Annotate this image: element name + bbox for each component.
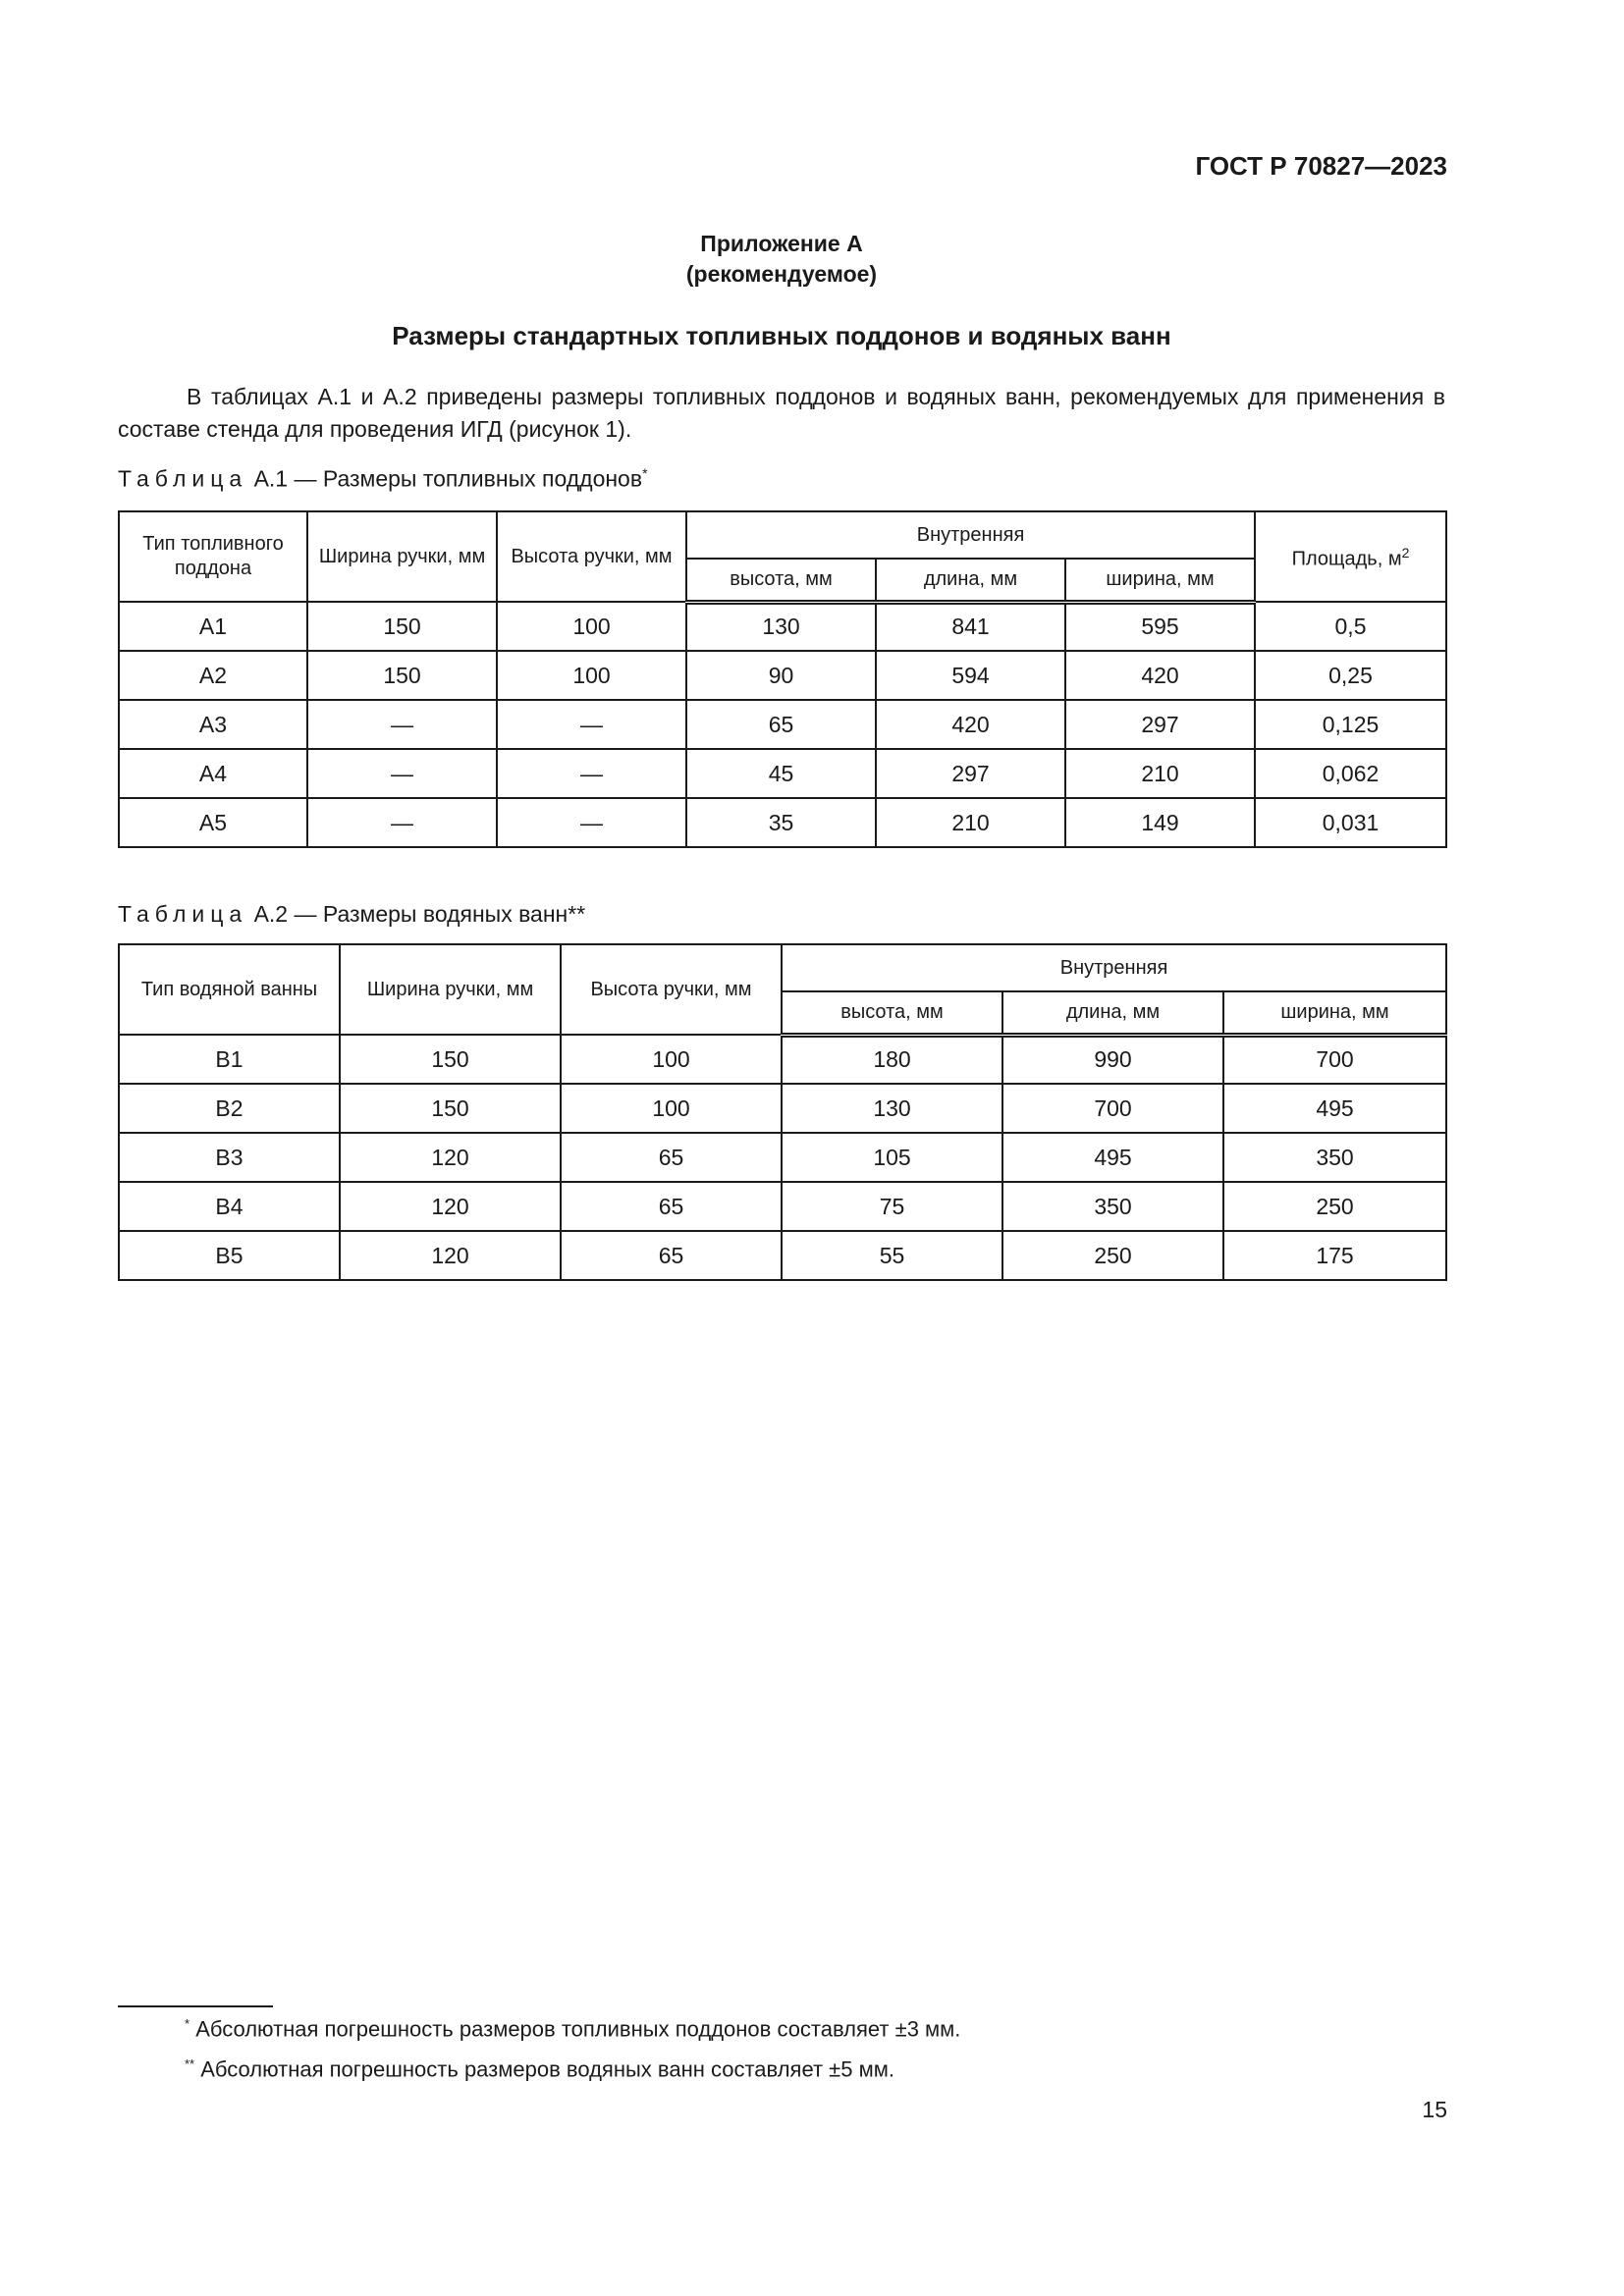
table-row bbox=[119, 798, 1446, 847]
table-cell: 495 bbox=[1002, 1133, 1223, 1182]
table-cell: В1 bbox=[119, 1035, 340, 1084]
annex-title: Приложение А bbox=[700, 231, 863, 256]
table-cell: 0,125 bbox=[1255, 700, 1446, 749]
table-row bbox=[119, 602, 1446, 651]
table-cell: 130 bbox=[686, 602, 876, 651]
table1-header-area bbox=[1255, 511, 1446, 602]
table2-header-inner-length: длина, мм bbox=[1002, 991, 1223, 1035]
table-cell: 55 bbox=[782, 1231, 1002, 1280]
table1-header-inner-width: ширина, мм bbox=[1065, 559, 1255, 602]
table-cell: 210 bbox=[876, 798, 1065, 847]
table-cell: 35 bbox=[686, 798, 876, 847]
table-cell: 120 bbox=[340, 1133, 561, 1182]
table-cell: — bbox=[307, 798, 497, 847]
intro-paragraph bbox=[118, 381, 1445, 446]
table-cell: 0,031 bbox=[1255, 798, 1446, 847]
table-cell: 120 bbox=[340, 1231, 561, 1280]
table1-caption-lead: Таблица bbox=[118, 465, 248, 492]
footnote-water-baths bbox=[185, 2056, 894, 2082]
table1-header-type: Тип топливного поддона bbox=[119, 511, 307, 602]
table1-header-row bbox=[119, 511, 1446, 559]
table2-caption-lead: Таблица bbox=[118, 901, 248, 927]
table-cell: 105 bbox=[782, 1133, 1002, 1182]
table-cell: 594 bbox=[876, 651, 1065, 700]
table1-header-handle-height: Высота ручки, мм bbox=[497, 511, 686, 602]
table-cell: 0,5 bbox=[1255, 602, 1446, 651]
table-fuel-trays bbox=[118, 510, 1447, 848]
table-cell: 75 bbox=[782, 1182, 1002, 1231]
table2-header-inner-height: высота, мм bbox=[782, 991, 1002, 1035]
table-cell: — bbox=[307, 700, 497, 749]
table1-header-area-label: Площадь, м bbox=[1291, 548, 1402, 570]
footnote-mark: * bbox=[185, 2016, 190, 2031]
table-row bbox=[119, 1182, 1446, 1231]
table-row bbox=[119, 1035, 1446, 1084]
table1-header-inner-length: длина, мм bbox=[876, 559, 1065, 602]
table-cell: 65 bbox=[561, 1231, 782, 1280]
table-cell: — bbox=[497, 700, 686, 749]
table-cell: 120 bbox=[340, 1182, 561, 1231]
table-cell: 841 bbox=[876, 602, 1065, 651]
table-cell: В3 bbox=[119, 1133, 340, 1182]
table-cell: 700 bbox=[1223, 1035, 1446, 1084]
table2-header-handle-width: Ширина ручки, мм bbox=[340, 944, 561, 1035]
table1-header-handle-width: Ширина ручки, мм bbox=[307, 511, 497, 602]
table-cell: А5 bbox=[119, 798, 307, 847]
annex-status: (рекомендуемое) bbox=[685, 261, 878, 287]
page-number: 15 bbox=[1422, 2097, 1447, 2122]
table-water-baths bbox=[118, 943, 1447, 1281]
section-title: Размеры стандартных топливных поддонов и водяных ванн bbox=[392, 321, 1171, 350]
table-cell: 990 bbox=[1002, 1035, 1223, 1084]
table-cell: 175 bbox=[1223, 1231, 1446, 1280]
table2-header-inner: Внутренняя bbox=[782, 944, 1446, 991]
table1-header-inner: Внутренняя bbox=[686, 511, 1255, 559]
table-cell: 100 bbox=[561, 1084, 782, 1133]
standard-number: ГОСТ Р 70827—2023 bbox=[1195, 151, 1447, 181]
table-cell: 350 bbox=[1002, 1182, 1223, 1231]
table1-caption-mark: * bbox=[642, 465, 648, 481]
table-cell: В4 bbox=[119, 1182, 340, 1231]
table-cell: — bbox=[497, 798, 686, 847]
footnote-text: Абсолютная погрешность размеров водяных ванн составляет ±5 мм. bbox=[200, 2056, 894, 2082]
table-cell: 150 bbox=[307, 602, 497, 651]
table-cell: 150 bbox=[340, 1084, 561, 1133]
table-cell: 149 bbox=[1065, 798, 1255, 847]
table2-header-handle-height: Высота ручки, мм bbox=[561, 944, 782, 1035]
table1-header-inner-height: высота, мм bbox=[686, 559, 876, 602]
table2-header-type: Тип водяной ванны bbox=[119, 944, 340, 1035]
table-cell: 297 bbox=[876, 749, 1065, 798]
table-row bbox=[119, 651, 1446, 700]
table-cell: 250 bbox=[1002, 1231, 1223, 1280]
footnote-fuel-trays bbox=[185, 2016, 960, 2042]
table-cell: В5 bbox=[119, 1231, 340, 1280]
table-row bbox=[119, 1231, 1446, 1280]
table-row bbox=[119, 749, 1446, 798]
table-cell: 350 bbox=[1223, 1133, 1446, 1182]
table-cell: 0,25 bbox=[1255, 651, 1446, 700]
table-cell: 65 bbox=[686, 700, 876, 749]
table-cell: В2 bbox=[119, 1084, 340, 1133]
table-cell: 65 bbox=[561, 1182, 782, 1231]
table-cell: 210 bbox=[1065, 749, 1255, 798]
table-cell: 180 bbox=[782, 1035, 1002, 1084]
table-cell: 250 bbox=[1223, 1182, 1446, 1231]
table-row bbox=[119, 700, 1446, 749]
table2-caption-text: А.2 — Размеры водяных ванн** bbox=[253, 901, 586, 927]
annex-heading bbox=[118, 229, 1445, 290]
table2-header-row bbox=[119, 944, 1446, 991]
footnote-separator bbox=[118, 2005, 273, 2007]
table-cell: — bbox=[307, 749, 497, 798]
table-cell: — bbox=[497, 749, 686, 798]
table-cell: 420 bbox=[1065, 651, 1255, 700]
table-cell: 100 bbox=[497, 651, 686, 700]
table2-header-inner-width: ширина, мм bbox=[1223, 991, 1446, 1035]
table-cell: 130 bbox=[782, 1084, 1002, 1133]
table-cell: А4 bbox=[119, 749, 307, 798]
table-cell: 90 bbox=[686, 651, 876, 700]
footnote-text: Абсолютная погрешность размеров топливных поддонов составляет ±3 мм. bbox=[195, 2016, 961, 2042]
table-cell: А3 bbox=[119, 700, 307, 749]
table-cell: 65 bbox=[561, 1133, 782, 1182]
table1-caption-text: А.1 — Размеры топливных поддонов bbox=[253, 465, 643, 492]
table-cell: 297 bbox=[1065, 700, 1255, 749]
table-cell: 150 bbox=[340, 1035, 561, 1084]
table-row bbox=[119, 1084, 1446, 1133]
table-cell: 495 bbox=[1223, 1084, 1446, 1133]
table-cell: 0,062 bbox=[1255, 749, 1446, 798]
table2-caption bbox=[118, 901, 585, 928]
table-cell: 100 bbox=[497, 602, 686, 651]
table-cell: 45 bbox=[686, 749, 876, 798]
table1-caption bbox=[118, 465, 648, 493]
table-row bbox=[119, 1133, 1446, 1182]
table-cell: 420 bbox=[876, 700, 1065, 749]
footnote-mark: ** bbox=[185, 2056, 195, 2071]
table-cell: 595 bbox=[1065, 602, 1255, 651]
table-cell: 100 bbox=[561, 1035, 782, 1084]
table-cell: 150 bbox=[307, 651, 497, 700]
intro-text: В таблицах А.1 и А.2 приведены размеры топливных поддонов и водяных ванн, рекомендуемых для применения в составе стенда для проведения ИГД (рисунок 1). bbox=[118, 384, 1445, 442]
table-cell: А1 bbox=[119, 602, 307, 651]
table1-header-area-sup: 2 bbox=[1401, 545, 1410, 561]
table-cell: А2 bbox=[119, 651, 307, 700]
table-cell: 700 bbox=[1002, 1084, 1223, 1133]
